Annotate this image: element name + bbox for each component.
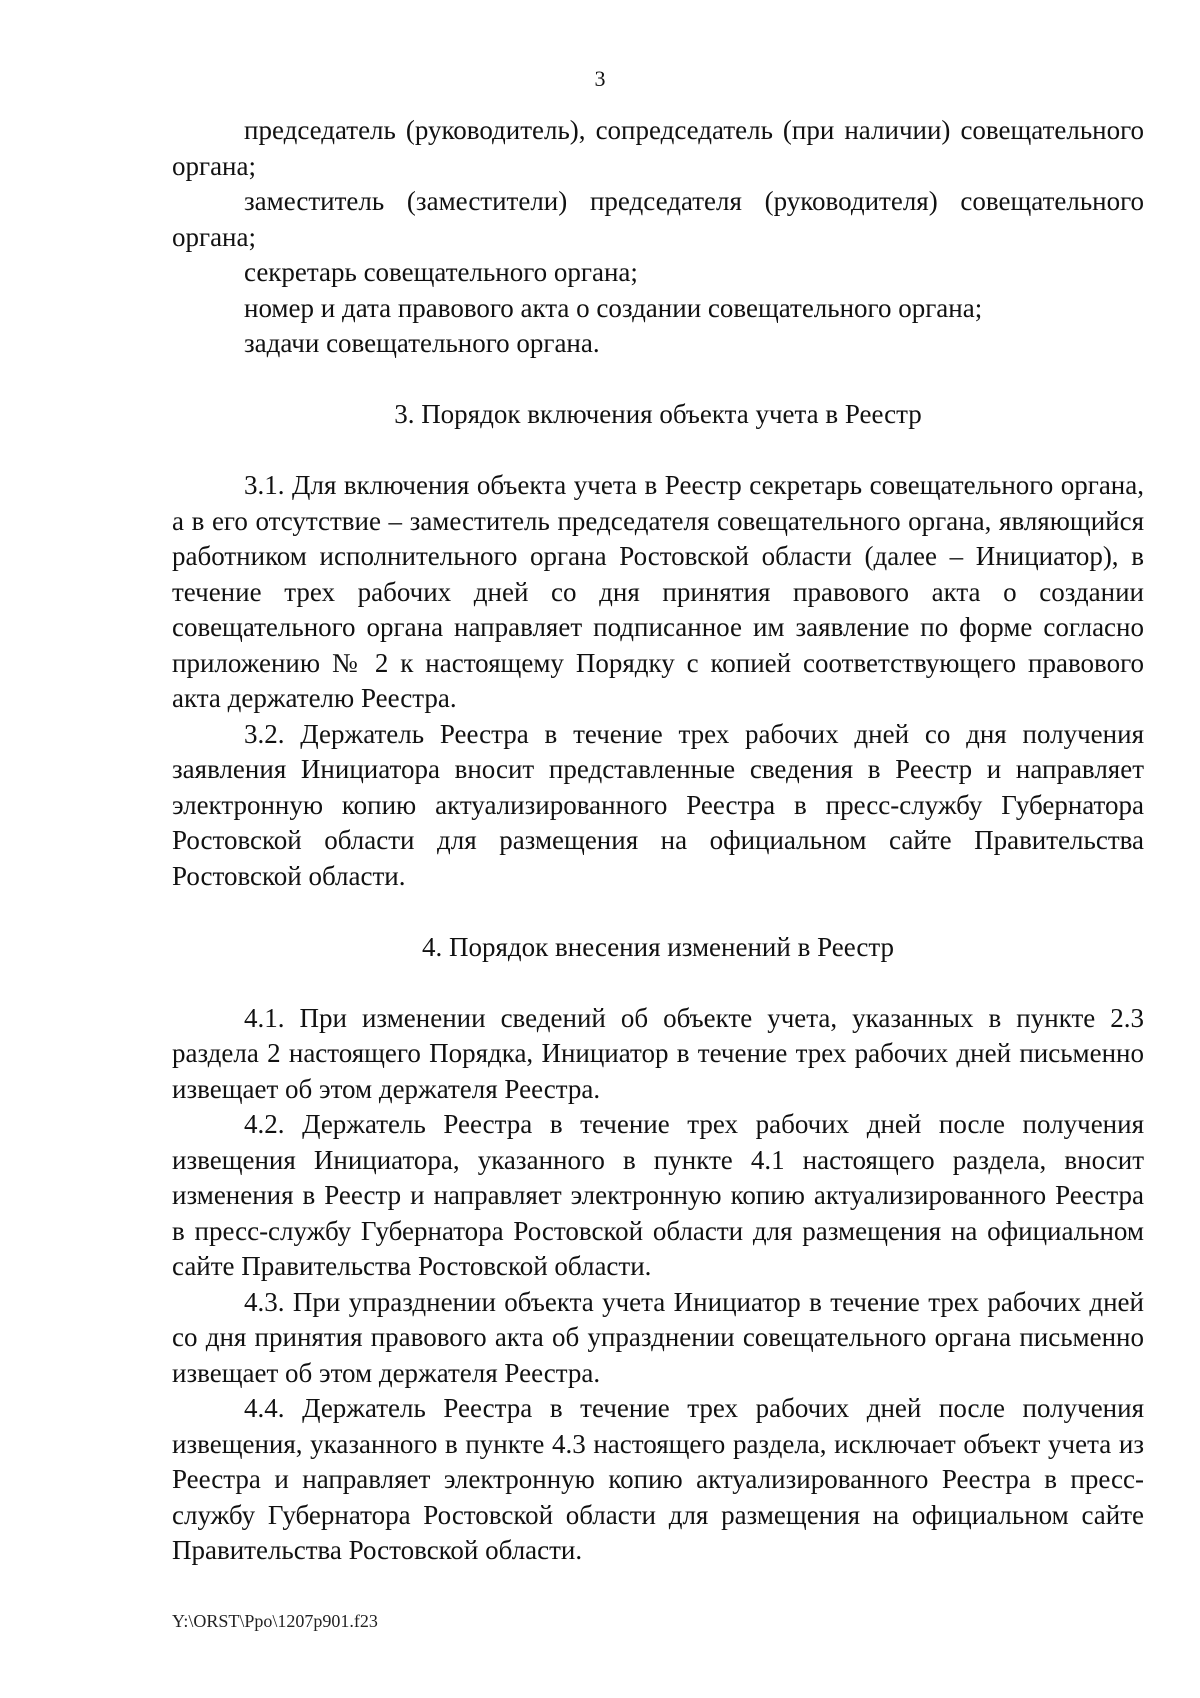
list-item-act-number-date: номер и дата правового акта о создании совещательного органа; bbox=[244, 292, 983, 323]
spacer bbox=[172, 894, 1144, 930]
page-number: 3 bbox=[594, 66, 606, 91]
paragraph-3-1: 3.1. Для включения объекта учета в Реестр секретарь совещательного органа, а в его отсутствие – заместитель председателя совещательного органа, являющийся работником исполнительного органа Ростовской области (далее – Инициатор), в течение трех рабочих дней со дня принятия правового акта о создании совещательного органа направляет подписанное им заявление по форме согласно приложению № 2 к настоящему Порядку с копией соответствующего правового акта держателю Реестра. bbox=[172, 470, 1144, 713]
document-body bbox=[172, 113, 1144, 1569]
list-item-tasks: задачи совещательного органа. bbox=[244, 328, 600, 358]
spacer bbox=[172, 433, 1144, 469]
list-item-deputy: заместитель (заместители) председателя (руководителя) совещательного органа; bbox=[172, 186, 1144, 252]
section-4-heading: 4. Порядок внесения изменений в Реестр bbox=[422, 931, 894, 962]
section-3-heading: 3. Порядок включения объекта учета в Реестр bbox=[394, 399, 922, 429]
paragraph-4-1: 4.1. При изменении сведений об объекте учета, указанных в пункте 2.3 раздела 2 настоящего Порядка, Инициатор в течение трех рабочих дней письменно извещает об этом держателя Реестра. bbox=[172, 1002, 1144, 1104]
paragraph-4-4: 4.4. Держатель Реестра в течение трех рабочих дней после получения извещения, указанного в пункте 4.3 настоящего раздела, исключает объект учета из Реестра и направляет электронную копию актуализированного Реестра в пресс-службу Губернатора Ростовской области для размещения на официальном сайте Правительства Ростовской области. bbox=[172, 1393, 1144, 1565]
list-item-chairman: председатель (руководитель), сопредседатель (при наличии) совещательного органа; bbox=[172, 115, 1144, 181]
paragraph-4-3: 4.3. При упразднении объекта учета Инициатор в течение трех рабочих дней со дня принятия правового акта об упразднении совещательного органа письменно извещает об этом держателя Реестра. bbox=[172, 1286, 1144, 1388]
footer-file-path: Y:\ORST\Ppo\1207p901.f23 bbox=[172, 1611, 378, 1631]
paragraph-4-2: 4.2. Держатель Реестра в течение трех рабочих дней после получения извещения Инициатора, указанного в пункте 4.1 настоящего раздела, вносит изменения в Реестр и направляет электронную копию актуализированного Реестра в пресс-службу Губернатора Ростовской области для размещения на официальном сайте Правительства Ростовской области. bbox=[172, 1109, 1144, 1281]
spacer bbox=[172, 362, 1144, 398]
spacer bbox=[172, 965, 1144, 1001]
paragraph-3-2: 3.2. Держатель Реестра в течение трех рабочих дней со дня получения заявления Инициатора вносит представленные сведения в Реестр и направляет электронную копию актуализированного Реестра в пресс-службу Губернатора Ростовской области для размещения на официальном сайте Правительства Ростовской области. bbox=[172, 718, 1144, 891]
list-item-secretary: секретарь совещательного органа; bbox=[244, 257, 638, 287]
